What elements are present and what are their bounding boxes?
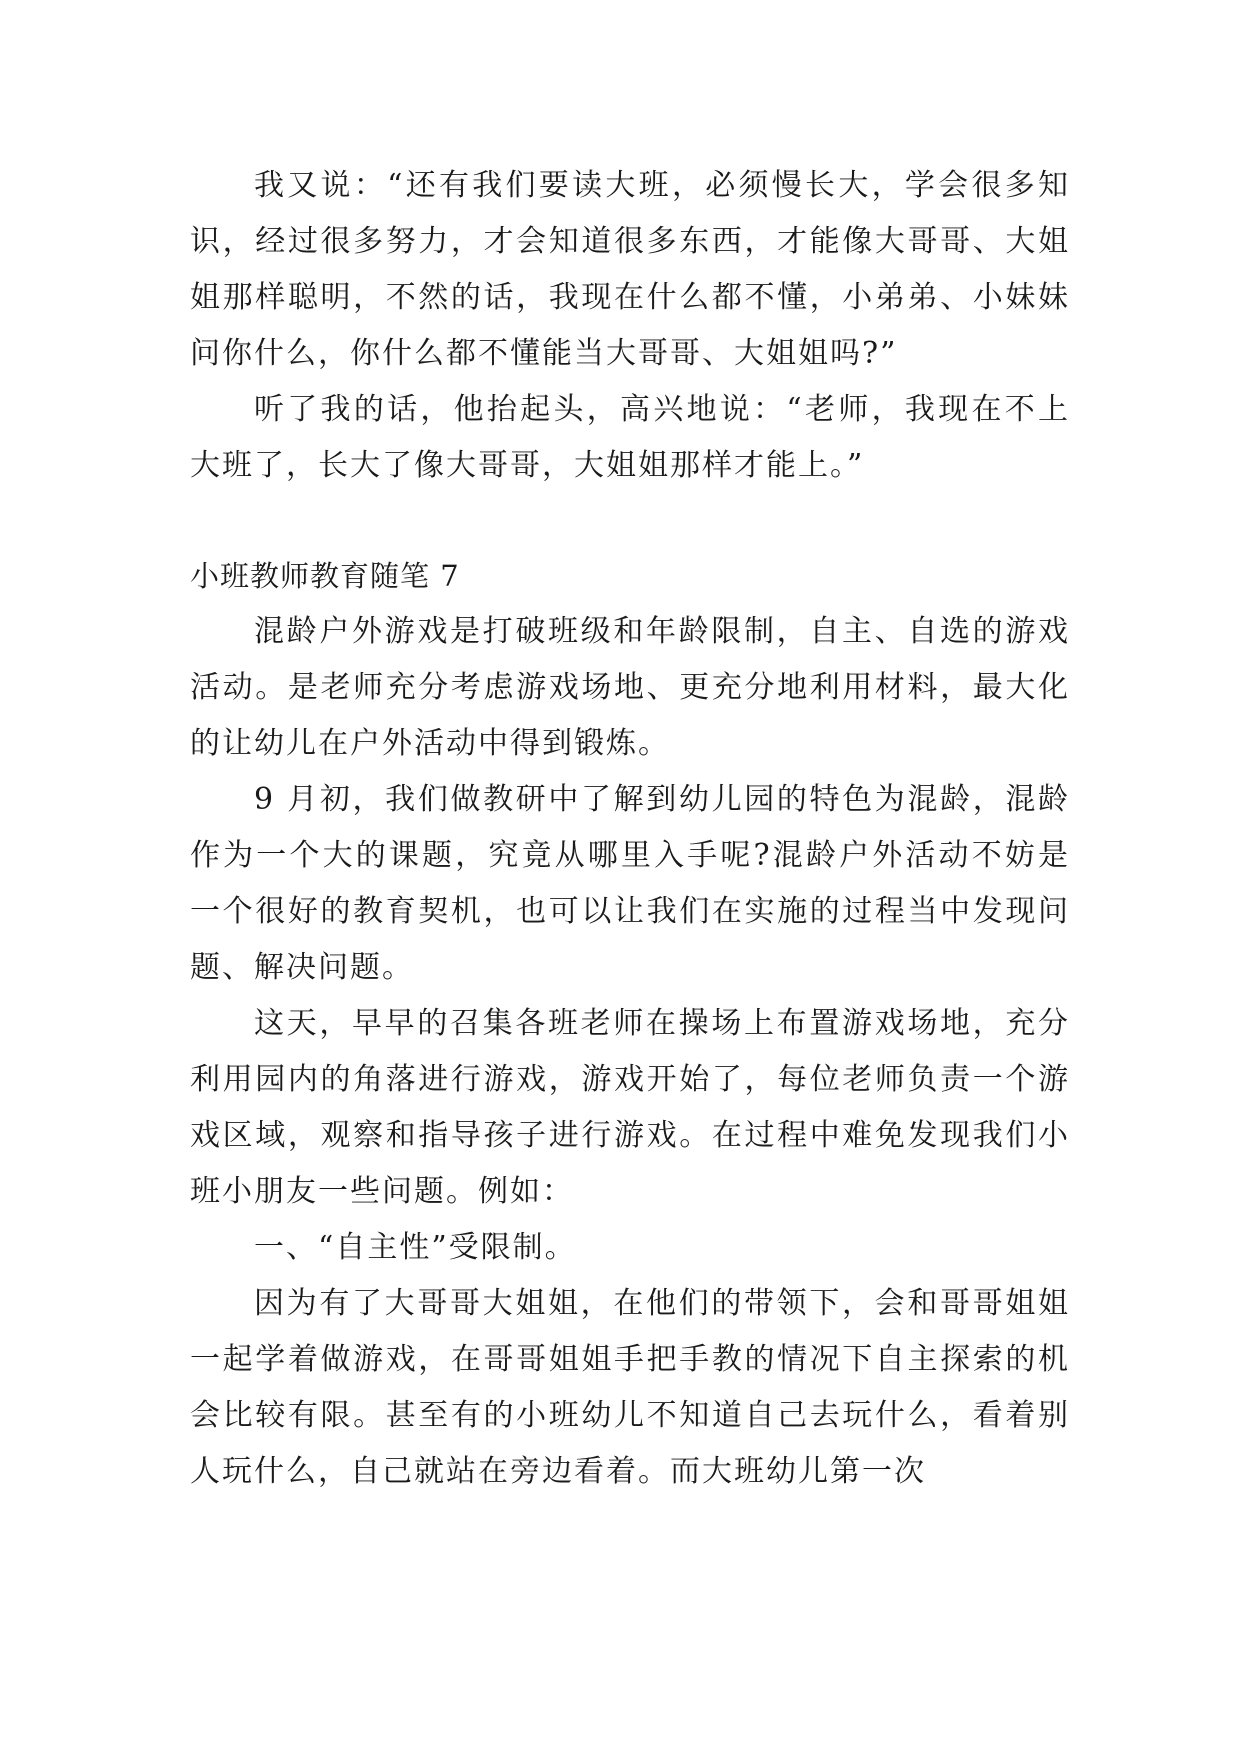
subheading-paragraph: 一、“自主性”受限制。: [254, 1230, 577, 1265]
paragraph: 听了我的话，他抬起头，高兴地说：“老师，我现在不上大班了，长大了像大哥哥，大姐姐那样才能上。”: [190, 392, 1070, 483]
document-body: [190, 158, 1070, 1500]
paragraph: 混龄户外游戏是打破班级和年龄限制，自主、自选的游戏活动。是老师充分考虑游戏场地、更充分地利用材料，最大化的让幼儿在户外活动中得到锻炼。: [190, 614, 1070, 761]
paragraph: 我又说：“还有我们要读大班，必须慢长大，学会很多知识，经过很多努力，才会知道很多东西，才能像大哥哥、大姐姐那样聪明，不然的话，我现在什么都不懂，小弟弟、小妹妹问你什么，你什么都不懂能当大哥哥、大姐姐吗?”: [190, 168, 1070, 371]
paragraph: 因为有了大哥哥大姐姐，在他们的带领下，会和哥哥姐姐一起学着做游戏，在哥哥姐姐手把手教的情况下自主探索的机会比较有限。甚至有的小班幼儿不知道自己去玩什么，看着别人玩什么，自己就站在旁边看着。而大班幼儿第一次: [190, 1286, 1070, 1489]
paragraph: 这天，早早的召集各班老师在操场上布置游戏场地，充分利用园内的角落进行游戏，游戏开始了，每位老师负责一个游戏区域，观察和指导孩子进行游戏。在过程中难免发现我们小班小朋友一些问题。例如：: [190, 1006, 1070, 1209]
paragraph: 9 月初，我们做教研中了解到幼儿园的特色为混龄，混龄作为一个大的课题，究竟从哪里入手呢?混龄户外活动不妨是一个很好的教育契机，也可以让我们在实施的过程当中发现问题、解决问题。: [190, 782, 1070, 985]
section-title: 小班教师教育随笔 7: [190, 559, 460, 593]
